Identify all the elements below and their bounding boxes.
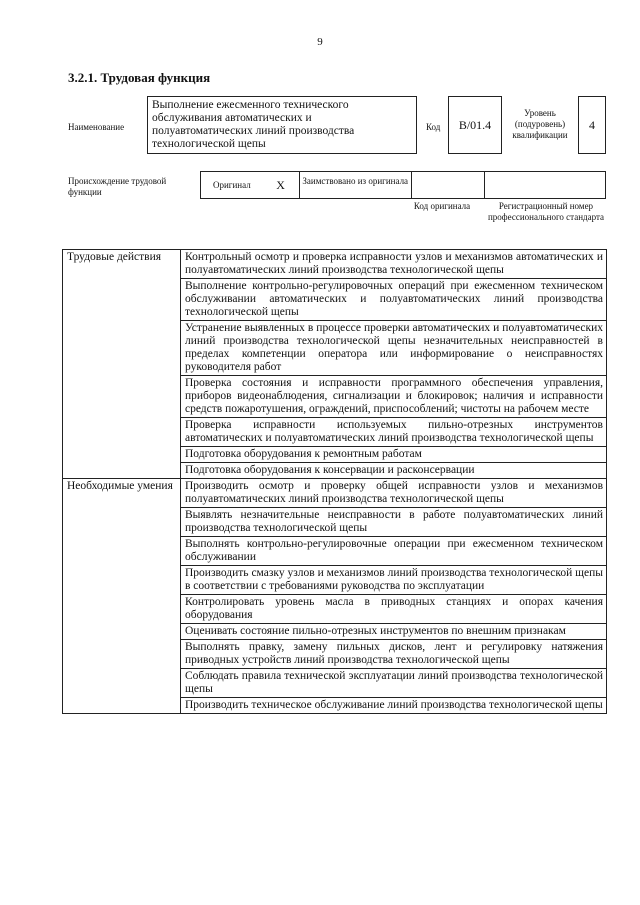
borrowed-label: Заимствовано из оригинала	[299, 172, 411, 198]
reg-number-caption: Регистрационный номер профессионального стандарта	[487, 201, 605, 222]
action-item: Выполнение контрольно-регулировочных операций при ежесменном техническом обслуживании автоматических и полуавтоматических линий производства технологической щепы	[181, 279, 607, 321]
skill-item: Производить осмотр и проверку общей исправности узлов и механизмов полуавтоматических линий производства технологической щепы	[181, 479, 607, 508]
skills-label: Необходимые умения	[63, 479, 181, 714]
original-label: Оригинал	[212, 179, 251, 190]
code-value: В/01.4	[448, 96, 502, 154]
skill-item: Выполнять правку, замену пильных дисков, лент и регулировку натяжения приводных устройств линий производства технологической щепы	[181, 640, 607, 669]
skill-item: Производить техническое обслуживание линий производства технологической щепы	[181, 698, 607, 714]
action-item: Подготовка оборудования к ремонтным работам	[181, 447, 607, 463]
competency-table	[62, 249, 607, 714]
origin-label: Происхождение трудовой функции	[68, 176, 167, 197]
table-row	[63, 479, 607, 508]
skill-item: Выполнять контрольно-регулировочные операции при ежесменном техническом обслуживании	[181, 537, 607, 566]
function-name: Выполнение ежесменного технического обслуживания автоматических и полуавтоматических линий производства технологической щепы	[147, 96, 417, 154]
page-number: 9	[317, 36, 323, 48]
skill-item: Производить смазку узлов и механизмов линий производства технологической щепы в соответствии с требованиями руководства по эксплуатации	[181, 566, 607, 595]
action-item: Проверка исправности используемых пильно-отрезных инструментов автоматических и полуавтоматических линий производства технологической щепы	[181, 418, 607, 447]
section-title: 3.2.1. Трудовая функция	[68, 70, 211, 85]
table-row	[63, 250, 607, 279]
origin-code-caption: Код оригинала	[413, 201, 471, 211]
skill-item: Оценивать состояние пильно-отрезных инструментов по внешним признакам	[181, 624, 607, 640]
name-label: Наименование	[68, 122, 125, 132]
action-item: Устранение выявленных в процессе проверки автоматических и полуавтоматических линий производства технологической щепы незначительных неисправностей в пределах компетенции оператора или информирование о неисправностях руководителя работ	[181, 321, 607, 376]
actions-label: Трудовые действия	[63, 250, 181, 479]
origin-code-cell	[411, 172, 484, 198]
action-item: Проверка состояния и исправности программного обеспечения управления, приборов видеонаблюдения, сигнализации и блокировок; наличия и исправности средств пожаротушения, ограждений, приспособлений; чистоты на рабочем месте	[181, 376, 607, 418]
code-label: Код	[426, 122, 441, 132]
origin-row	[200, 171, 606, 199]
original-mark: X	[276, 177, 285, 192]
reg-number-cell	[484, 172, 605, 198]
level-label: Уровень (подуровень) квалификации	[512, 108, 568, 140]
action-item: Контрольный осмотр и проверка исправности узлов и механизмов автоматических и полуавтоматических линий производства технологической щепы	[181, 250, 607, 279]
skill-item: Выявлять незначительные неисправности в работе полуавтоматических линий производства технологической щепы	[181, 508, 607, 537]
action-item: Подготовка оборудования к консервации и расконсервации	[181, 463, 607, 479]
level-value: 4	[578, 96, 606, 154]
skill-item: Контролировать уровень масла в приводных станциях и опорах качения оборудования	[181, 595, 607, 624]
skill-item: Соблюдать правила технической эксплуатации линий производства технологической щепы	[181, 669, 607, 698]
